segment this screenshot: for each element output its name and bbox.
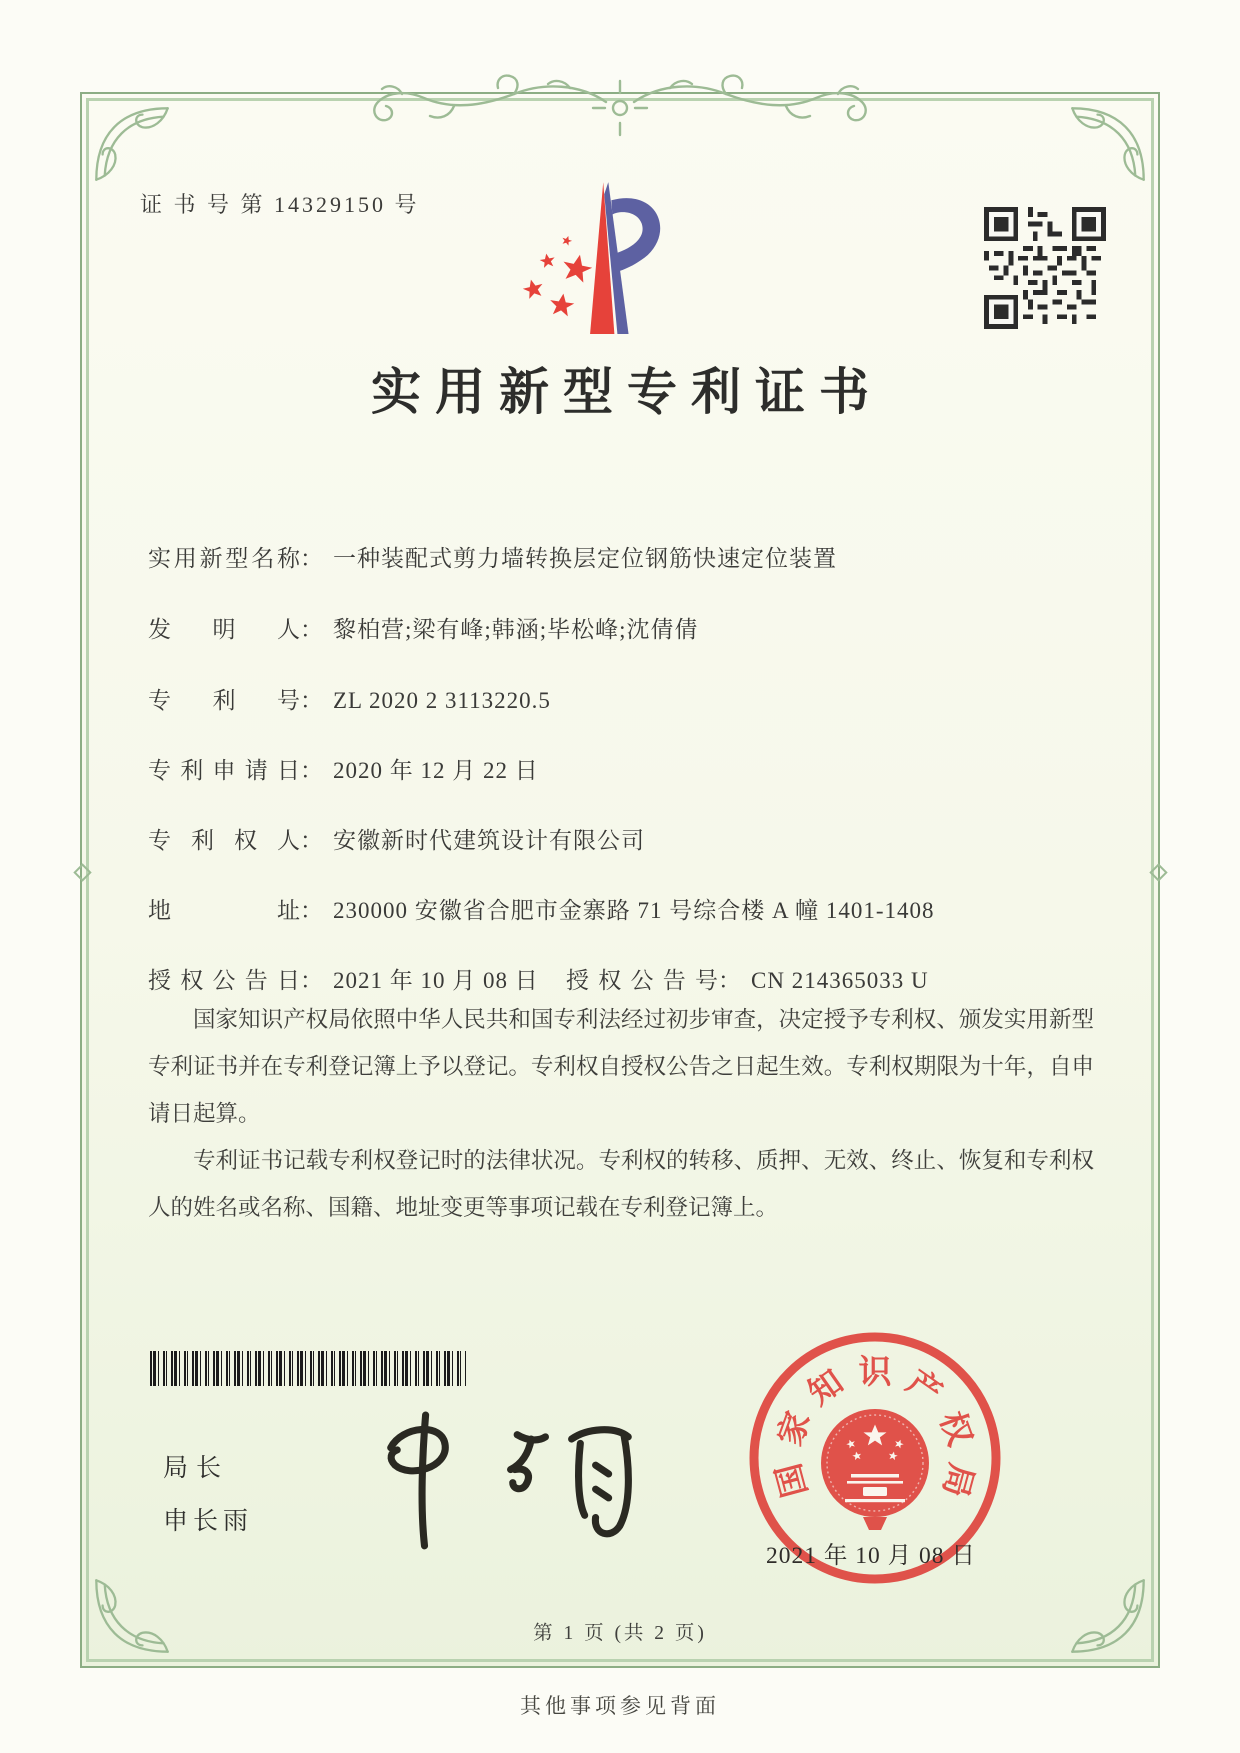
field-label: 专利申请日 — [148, 758, 300, 783]
barcode — [150, 1351, 466, 1386]
field-label: 实用新型名称 — [148, 546, 300, 571]
field-label: 授权公告日 — [148, 968, 300, 993]
corner-ornament-bottom-right — [1066, 1574, 1150, 1658]
field-value: ZL 2020 2 3113220.5 — [333, 688, 551, 713]
seal-date: 2021 年 10 月 08 日 — [766, 1543, 976, 1569]
legal-text-block — [148, 996, 1094, 1231]
field-value: 2021 年 10 月 08 日 — [333, 968, 539, 993]
corner-ornament-bottom-left — [90, 1574, 174, 1658]
field-value: 黎柏营;梁有峰;韩涵;毕松峰;沈倩倩 — [333, 617, 699, 642]
qr-code — [984, 207, 1106, 329]
seal-char: 家 — [772, 1407, 818, 1451]
seal-char: 识 — [858, 1355, 892, 1391]
field-value: 2020 年 12 月 22 日 — [333, 758, 539, 783]
field-filing-date: 专利申请日： 2020 年 12 月 22 日 — [148, 752, 1098, 788]
back-note: 其他事项参见背面 — [520, 1694, 720, 1718]
field-value: 230000 安徽省合肥市金寨路 71 号综合楼 A 幢 1401-1408 — [333, 898, 935, 923]
field-value: 安徽新时代建筑设计有限公司 — [333, 828, 645, 853]
field-grant-number: 授权公告号： CN 214365033 U — [566, 962, 929, 995]
field-label: 专利号 — [148, 688, 300, 713]
field-inventor: 发明人： 黎柏营;梁有峰;韩涵;毕松峰;沈倩倩 — [148, 611, 1098, 647]
field-utility-model-name: 实用新型名称： 一种装配式剪力墙转换层定位钢筋快速定位装置 — [148, 540, 1098, 576]
field-value: CN 214365033 U — [751, 968, 929, 993]
seal-char: 权 — [932, 1407, 978, 1451]
seal-char: 局 — [935, 1459, 979, 1501]
director-name: 申长雨 — [163, 1507, 254, 1535]
field-label: 专利权人 — [148, 828, 300, 853]
field-label: 地址 — [148, 898, 300, 923]
national-emblem-icon — [821, 1409, 929, 1530]
page-indicator: 第 1 页 (共 2 页) — [533, 1623, 707, 1644]
legal-paragraph-1: 国家知识产权局依照中华人民共和国专利法经过初步审查，决定授予专利权、颁发实用新型专利证书并在专利登记簿上予以登记。专利权自授权公告之日起生效。专利权期限为十年，自申请日起算。 — [148, 1007, 1094, 1126]
field-value: 一种装配式剪力墙转换层定位钢筋快速定位装置 — [333, 546, 837, 571]
certificate-number: 证 书 号 第 14329150 号 — [140, 192, 420, 217]
seal-char: 产 — [899, 1364, 948, 1413]
field-patent-number: 专利号： ZL 2020 2 3113220.5 — [148, 682, 1098, 718]
certificate-title: 实用新型专利证书 — [371, 364, 883, 420]
seal-char: 国 — [771, 1459, 815, 1501]
top-flourish-ornament — [330, 72, 910, 144]
director-signature — [362, 1402, 657, 1560]
field-patentee: 专利权人： 安徽新时代建筑设计有限公司 — [148, 822, 1098, 858]
legal-paragraph-2: 专利证书记载专利权登记时的法律状况。专利权的转移、质押、无效、终止、恢复和专利权人的姓名或名称、国籍、地址变更等事项记载在专利登记簿上。 — [148, 1148, 1094, 1220]
director-title: 局长 — [163, 1454, 230, 1482]
director-block — [163, 1448, 253, 1537]
corner-ornament-top-left — [90, 102, 174, 186]
patent-office-logo-icon — [503, 180, 665, 334]
seal-char: 知 — [802, 1364, 851, 1413]
field-label: 授权公告号 — [566, 968, 718, 993]
field-label: 发明人 — [148, 617, 300, 642]
field-address: 地址： 230000 安徽省合肥市金寨路 71 号综合楼 A 幢 1401-1408 — [148, 892, 1098, 928]
field-grant-date: 授权公告日： 2021 年 10 月 08 日 授权公告号： CN 214365033 U — [148, 962, 1098, 998]
corner-ornament-top-right — [1066, 102, 1150, 186]
